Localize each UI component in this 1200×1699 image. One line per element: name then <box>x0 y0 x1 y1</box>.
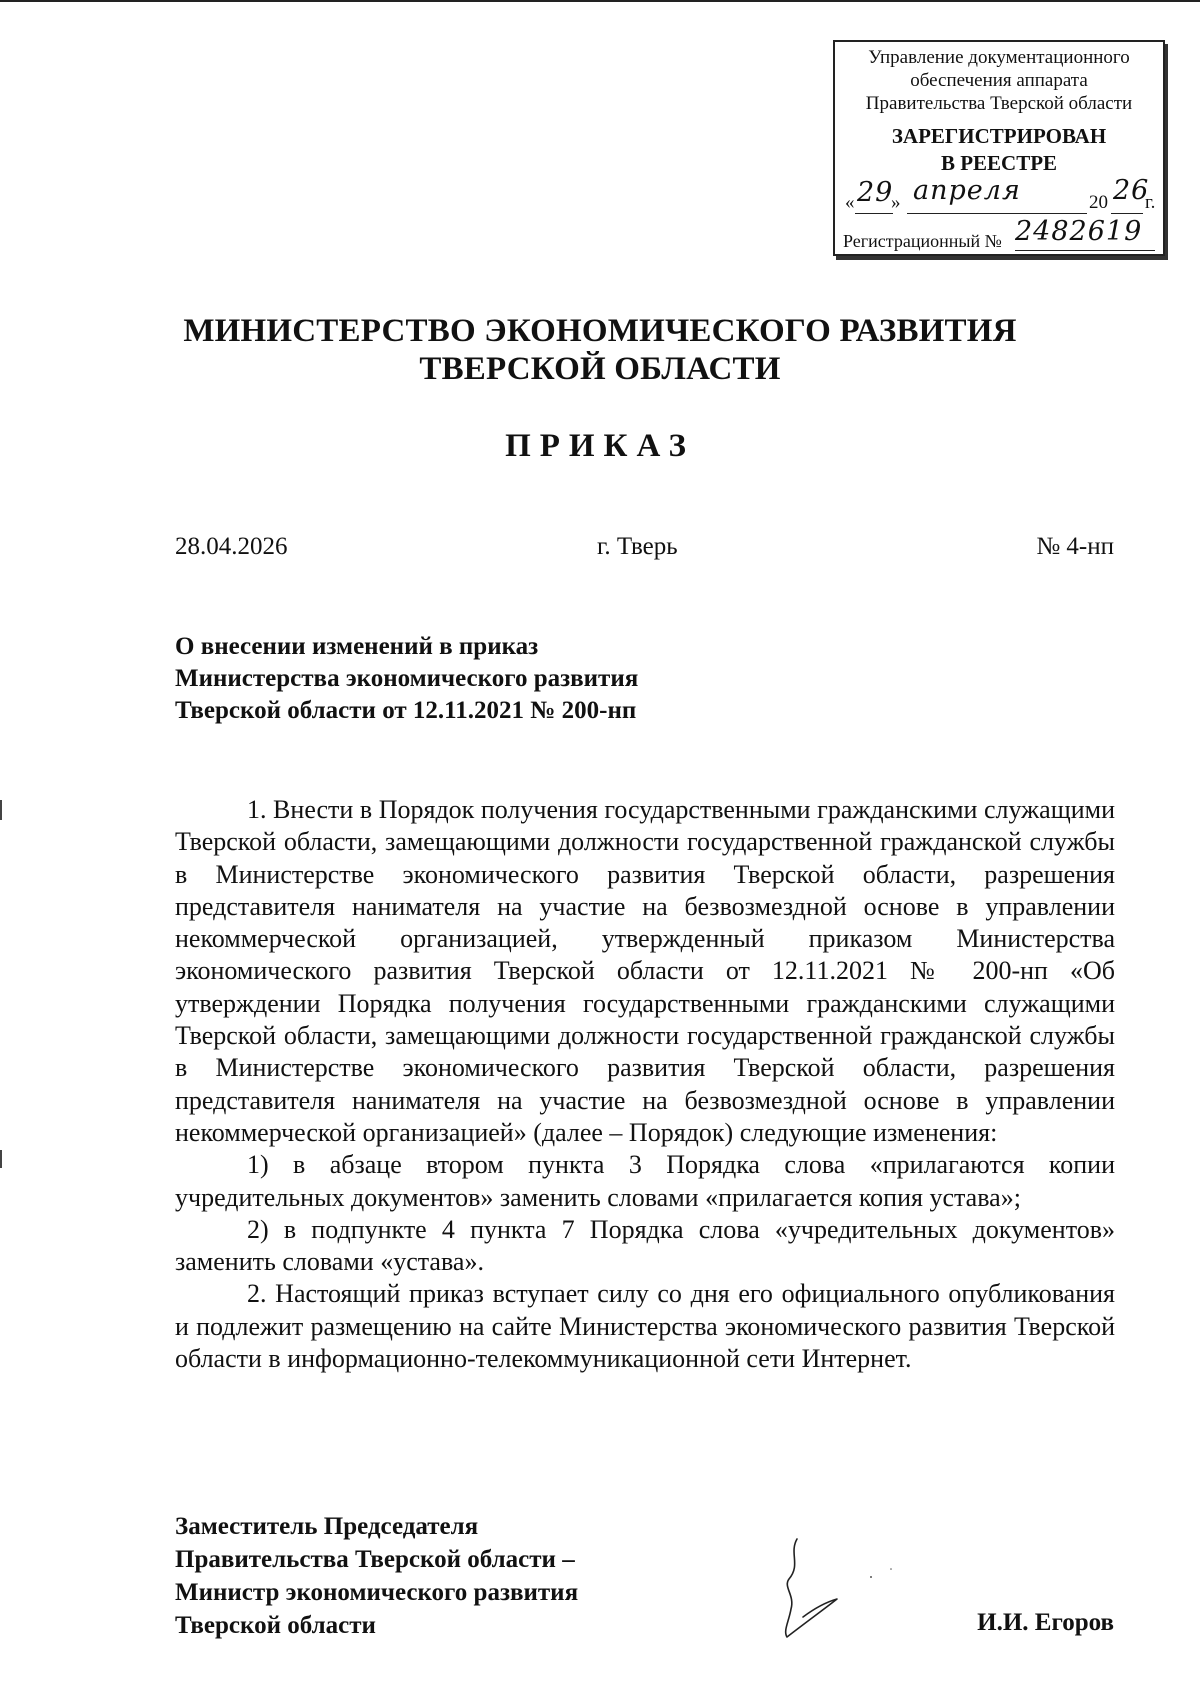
stamp-underline <box>907 213 1087 214</box>
stamp-underline <box>855 213 893 214</box>
stamp-date-open-quote: « <box>845 192 855 213</box>
ministry-heading-line: ТВЕРСКОЙ ОБЛАСТИ <box>419 351 781 387</box>
stamp-registered-line: ЗАРЕГИСТРИРОВАН <box>891 124 1107 148</box>
body-paragraph: 1. Внести в Порядок получения государственными гражданскими служащими Тверской области, замещающими должности государственной гражданской службы в Министерстве экономического развития Тверской области, разрешения представителя нанимателя на участие на безвозмездной основе в управлении некоммерческой организацией, утвержденный приказом Министерства экономического развития Тверской области от 12.11.2021 № 200-нп «Об утверждении Порядка получения государственными гражданскими служащими Тверской области, замещающими должности государственной гражданской службы в Министерстве экономического развития Тверской области, разрешения представителя нанимателя на участие на безвозмездной основе в управлении некоммерческой организацией» (далее – Порядок) следующие изменения: <box>175 795 1115 1147</box>
stamp-date-close-quote: » <box>891 192 901 213</box>
signatory-title <box>175 1510 578 1642</box>
ministry-heading-line: МИНИСТЕРСТВО ЭКОНОМИЧЕСКОГО РАЗВИТИЯ <box>183 313 1017 349</box>
stamp-registered-line: В РЕЕСТРЕ <box>940 151 1058 175</box>
order-body <box>175 794 1115 1375</box>
stamp-office-line: обеспечения аппарата <box>910 70 1088 91</box>
order-number: № 4-нп <box>1036 533 1114 560</box>
handwritten-signature <box>775 1535 905 1645</box>
order-subject-line: Тверской области от 12.11.2021 № 200-нп <box>175 697 637 724</box>
ministry-heading <box>0 312 1200 388</box>
signatory-title-line: Заместитель Председателя <box>175 1513 479 1540</box>
stamp-date-year-prefix: 20 <box>1089 192 1108 213</box>
document-type-heading: ПРИКАЗ <box>505 428 695 464</box>
scan-edge-mark <box>0 800 2 820</box>
order-city: г. Тверь <box>597 533 678 560</box>
stamp-date-day: 29 <box>857 177 894 208</box>
signatory-title-line: Министр экономического развития <box>175 1579 579 1606</box>
stamp-underline <box>1015 250 1155 251</box>
order-date: 28.04.2026 <box>175 533 288 560</box>
stamp-registration-number <box>843 216 1161 254</box>
stamp-date-month: апреля <box>913 175 1021 206</box>
page-top-edge <box>0 0 1200 2</box>
stamp-date-year-suffix: 26 <box>1113 175 1150 206</box>
body-paragraph: 2. Настоящий приказ вступает силу со дня его официального опубликования и подлежит размещению на сайте Министерства экономического развития Тверской области в информационно-телекоммуникационной сети Интернет. <box>175 1279 1115 1374</box>
signatory-title-line: Тверской области <box>175 1612 376 1639</box>
scan-edge-mark <box>0 1150 2 1168</box>
stamp-office-line: Управление документационного <box>868 47 1130 68</box>
registration-stamp <box>833 40 1165 256</box>
body-paragraph: 1) в абзаце втором пункта 3 Порядка слова «прилагаются копии учредительных документов» заменить словами «прилагается копия устава»; <box>175 1150 1115 1212</box>
signatory-title-line: Правительства Тверской области – <box>175 1546 575 1573</box>
stamp-date <box>845 175 1157 217</box>
order-subject <box>175 631 638 727</box>
signatory-name: И.И. Егоров <box>977 1609 1114 1636</box>
stamp-date-year-end: г. <box>1145 192 1156 213</box>
stamp-office-line: Правительства Тверской области <box>865 93 1133 114</box>
stamp-registered-label <box>835 123 1163 177</box>
stamp-reg-label: Регистрационный № <box>843 231 1002 251</box>
order-subject-line: Министерства экономического развития <box>175 665 639 692</box>
stamp-reg-number: 2482619 <box>1015 216 1143 247</box>
stamp-office-name <box>835 46 1163 115</box>
stamp-underline <box>1111 213 1143 214</box>
order-subject-line: О внесении изменений в приказ <box>175 633 539 660</box>
body-paragraph: 2) в подпункте 4 пункта 7 Порядка слова «учредительных документов» заменить словами «устава». <box>175 1214 1115 1277</box>
